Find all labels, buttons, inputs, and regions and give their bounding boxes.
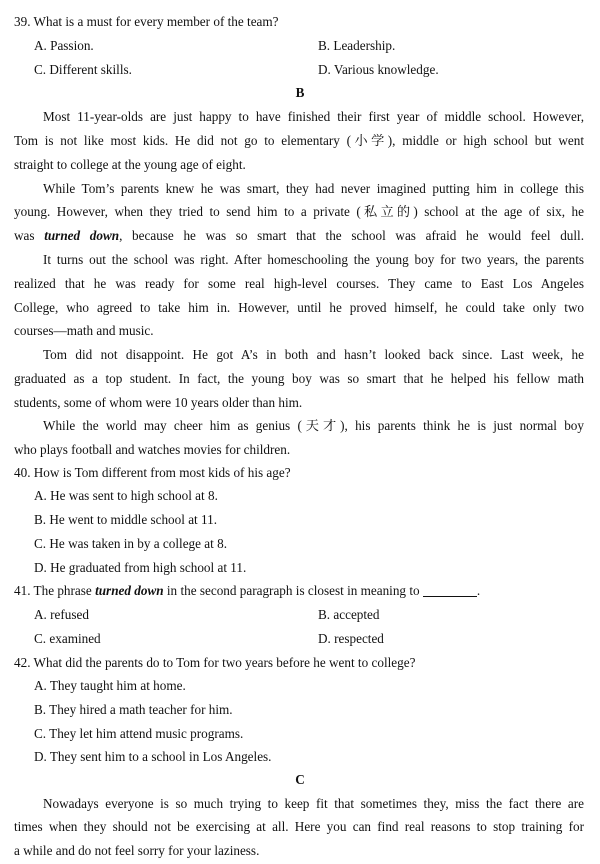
passage-b-p3-line3: College, who agreed to take him in. However, until he proved himself, he could take only two [14, 300, 584, 315]
q41-stem [14, 579, 584, 603]
passage-b-p5-line2: who plays football and watches movies for children. [14, 442, 291, 457]
p2-text-before: was [14, 228, 45, 243]
passage-b-p1-line1: Most 11-year-olds are just happy to have finished their first year of middle school. However, [43, 109, 584, 124]
q42-option-c: C. They let him attend music programs. [34, 726, 244, 741]
q41-stem-post: in the second paragraph is closest in meaning to [163, 583, 423, 598]
section-b-heading: B [295, 85, 305, 100]
q39-option-d: D. Various knowledge. [318, 62, 439, 77]
passage-b-p3-line4: courses—math and music. [14, 323, 154, 338]
passage-b-p2-line1: While Tom’s parents knew he was smart, they had never imagined putting him in college this [43, 181, 584, 196]
passage-b-p4-line3: students, some of whom were 10 years older than him. [14, 395, 303, 410]
phrase-turned-down: turned down [44, 228, 120, 243]
q40-stem: 40. How is Tom different from most kids of his age? [14, 465, 291, 480]
q40-option-a: A. He was sent to high school at 8. [34, 488, 218, 503]
passage-b-p2-line3 [14, 224, 584, 248]
passage-c-line3: a while and do not feel sorry for your laziness. [14, 843, 260, 858]
passage-b-p3-line1: It turns out the school was right. After homeschooling the young boy for two years, the parents [43, 252, 584, 267]
q41-option-a: A. refused [34, 607, 89, 622]
q41-stem-pre: 41. The phrase [14, 583, 96, 598]
q41-stem-end: . [476, 583, 481, 598]
passage-b-p4-line1: Tom did not disappoint. He got A’s in both and hasn’t looked back since. Last week, he [43, 347, 584, 362]
passage-b-p5-line1: While the world may cheer him as genius (天才), his parents think he is just normal boy [43, 418, 584, 433]
passage-c-line2: times when they should not be exercising at all. Here you can find real reasons to stop training for [14, 819, 584, 834]
p2-text-after: , because he was so smart that the school was afraid he would feel dull. [119, 228, 584, 243]
q39-stem: 39. What is a must for every member of the team? [14, 14, 279, 29]
passage-b-p3-line2: realized that he was ready for some real high-level courses. They came to East Los Angeles [14, 276, 584, 291]
q42-option-d: D. They sent him to a school in Los Angeles. [34, 749, 272, 764]
q39-option-b: B. Leadership. [318, 38, 396, 53]
passage-b-p1-line3: straight to college at the young age of eight. [14, 157, 246, 172]
q41-option-d: D. respected [318, 631, 384, 646]
q42-option-a: A. They taught him at home. [34, 678, 186, 693]
section-c-heading: C [295, 772, 305, 787]
passage-b-p1-line2: Tom is not like most kids. He did not go to elementary (小学), middle or high school but went [14, 133, 584, 148]
q41-option-c: C. examined [34, 631, 101, 646]
q40-option-b: B. He went to middle school at 11. [34, 512, 218, 527]
q42-option-b: B. They hired a math teacher for him. [34, 702, 233, 717]
q39-option-c: C. Different skills. [34, 62, 132, 77]
q39-option-a: A. Passion. [34, 38, 94, 53]
q41-option-b: B. accepted [318, 607, 380, 622]
passage-b-p2-line2: young. However, when they tried to send him to a private (私立的) school at the age of six, he [14, 204, 584, 219]
q42-stem: 42. What did the parents do to Tom for two years before he went to college? [14, 655, 416, 670]
passage-b-p4-line2: graduated as a top student. In fact, the young boy was so smart that he helped his fellow math [14, 371, 584, 386]
q41-phrase: turned down [95, 583, 164, 598]
q40-option-c: C. He was taken in by a college at 8. [34, 536, 227, 551]
passage-c-line1: Nowadays everyone is so much trying to keep fit that sometimes they, miss the fact there are [43, 796, 584, 811]
answer-blank [423, 583, 477, 597]
q40-option-d: D. He graduated from high school at 11. [34, 560, 247, 575]
